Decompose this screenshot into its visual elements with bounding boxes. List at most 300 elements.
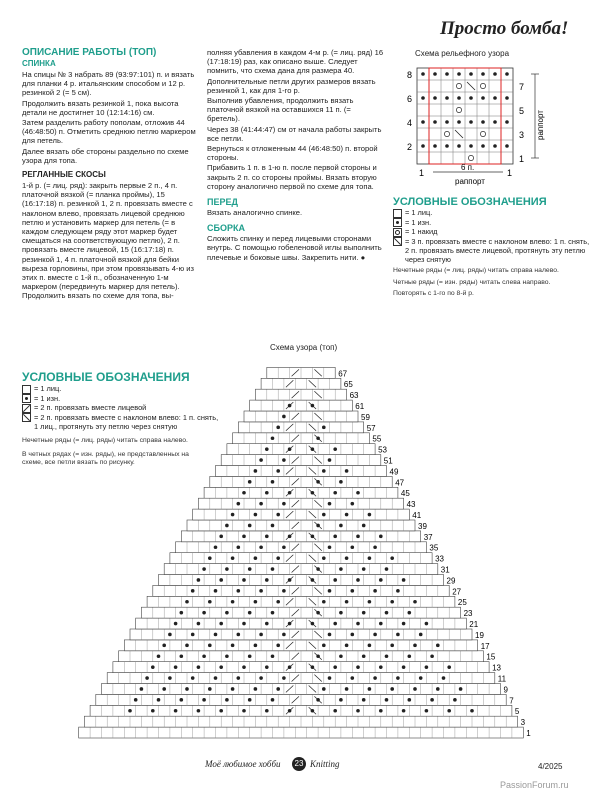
relief-stitch-count: 6 п.: [461, 163, 475, 172]
relief-row-label-7: 7: [519, 82, 525, 92]
chart-purl-mark: [265, 578, 269, 582]
chart-purl-mark: [345, 513, 349, 517]
knit-icon: [22, 385, 31, 394]
relief-note-1: Нечетные ряды (= лиц. ряды) читать справа налево.: [393, 267, 559, 275]
knit-icon: [393, 209, 402, 218]
chart-row: [124, 640, 477, 651]
chart-row: [261, 378, 341, 389]
relief-purl-mark: [445, 120, 449, 124]
chart-purl-mark: [157, 654, 161, 658]
chart-purl-mark: [333, 447, 337, 451]
chart-purl-mark: [237, 502, 241, 506]
chart-purl-mark: [248, 480, 252, 484]
legend-yarn-over: = 1 накид: [393, 227, 593, 237]
chart-purl-mark: [351, 633, 355, 637]
chart-purl-mark: [447, 709, 451, 713]
relief-purl-mark: [481, 120, 485, 124]
chart-purl-mark: [385, 611, 389, 615]
chart-purl-mark: [447, 665, 451, 669]
chart-purl-mark: [328, 676, 332, 680]
purl-icon: [393, 218, 402, 227]
chart-purl-mark: [379, 622, 383, 626]
chart-purl-mark: [254, 556, 258, 560]
front-text: Вязать аналогично спинке.: [207, 208, 303, 218]
chart-purl-mark: [271, 480, 275, 484]
chart-row: [102, 684, 501, 695]
chart-row-number: 5: [514, 707, 520, 717]
chart-purl-mark: [259, 458, 263, 462]
sk2p-icon: [393, 237, 402, 246]
chart-purl-mark: [197, 709, 201, 713]
chart-purl-mark: [339, 611, 343, 615]
chart-purl-mark: [430, 698, 434, 702]
chart-purl-mark: [254, 687, 258, 691]
chart-purl-mark: [322, 426, 326, 430]
chart-purl-mark: [385, 654, 389, 658]
chart-purl-mark: [362, 567, 366, 571]
chart-row-number: 49: [389, 467, 399, 477]
chart-purl-mark: [390, 644, 394, 648]
chart-purl-mark: [174, 709, 178, 713]
chart-purl-mark: [191, 676, 195, 680]
chart-purl-mark: [276, 556, 280, 560]
chart-purl-mark: [390, 556, 394, 560]
chart-purl-mark: [379, 535, 383, 539]
watermark: PassionForum.ru: [500, 780, 569, 790]
chart-purl-mark: [259, 502, 263, 506]
relief-purl-mark: [421, 144, 425, 148]
relief-purl-mark: [421, 96, 425, 100]
top-legend-title: УСЛОВНЫЕ ОБОЗНАЧЕНИЯ: [22, 370, 190, 384]
chart-purl-mark: [276, 426, 280, 430]
relief-purl-mark: [421, 120, 425, 124]
relief-purl-mark: [481, 72, 485, 76]
middle-paragraph-1: полняя убавления в каждом 4-м р. (= лиц. ряд) 16 (17:18:19) раз, как описано выше. Следует помнить, что схема дана для размера 40.: [207, 48, 384, 76]
legend-top-purl: = 1 изн.: [22, 394, 222, 404]
relief-purl-mark: [469, 120, 473, 124]
chart-purl-mark: [162, 644, 166, 648]
relief-purl-mark: [457, 96, 461, 100]
chart-purl-mark: [430, 654, 434, 658]
chart-row-number: 41: [412, 511, 422, 520]
chart-purl-mark: [242, 535, 246, 539]
back-heading: СПИНКА: [22, 59, 56, 68]
chart-row-number: 45: [400, 489, 410, 499]
chart-purl-mark: [282, 458, 286, 462]
top-note-2: В четных рядах (= изн. ряды), не представленных на схеме, все петли вязать по рисунку.: [22, 450, 189, 467]
footer: [0, 757, 597, 777]
chart-purl-mark: [214, 633, 218, 637]
chart-purl-mark: [333, 578, 337, 582]
relief-purl-mark: [481, 144, 485, 148]
relief-purl-mark: [469, 72, 473, 76]
chart-purl-mark: [271, 698, 275, 702]
chart-purl-mark: [259, 676, 263, 680]
page-title: Просто бомба!: [440, 18, 569, 39]
chart-purl-mark: [322, 600, 326, 604]
relief-purl-mark: [493, 72, 497, 76]
relief-bottom-start: 1: [419, 168, 425, 178]
chart-purl-mark: [202, 567, 206, 571]
chart-purl-mark: [259, 633, 263, 637]
chart-purl-mark: [333, 491, 337, 495]
chart-purl-mark: [254, 469, 258, 473]
chart-purl-mark: [419, 676, 423, 680]
footer-page-number: 23: [292, 757, 306, 771]
chart-row-number: 3: [520, 718, 526, 728]
chart-purl-mark: [368, 644, 372, 648]
chart-purl-mark: [202, 654, 206, 658]
chart-purl-mark: [197, 665, 201, 669]
raglan-paragraph: 1-й р. (= лиц. ряд): закрыть первые 2 п., 4 п. платочной вязкой (= планка проймы), 15 (16:17:18) п. резинкой 1, 2 п. провязать вместе с наклоном влево, провязать лицевой среднюю петлю и установить маркер для петель (= в каждом следующем ряду этот маркер будет смещаться на соответствующую петлю), 2 п. провязать вместе лицевой, 15 (16:17:18) п. резинкой 1, 4 п. платочной вязкой для бейки выреза горловины, при этом провязывать 4-ю из этих п. вместе с 1-й п., обозначенную 1-м маркером (передвинуть маркер для петель). Продолжить вязать по схеме для топа, вы-: [22, 181, 194, 301]
chart-purl-mark: [396, 589, 400, 593]
chart-purl-mark: [373, 676, 377, 680]
relief-purl-mark: [469, 144, 473, 148]
chart-purl-mark: [276, 469, 280, 473]
relief-purl-mark: [493, 96, 497, 100]
chart-row-number: 43: [406, 500, 416, 510]
chart-purl-mark: [413, 644, 417, 648]
chart-purl-mark: [208, 600, 212, 604]
chart-purl-mark: [248, 567, 252, 571]
relief-row-label-3: 3: [519, 130, 525, 140]
chart-purl-mark: [373, 589, 377, 593]
chart-row-number: 47: [395, 478, 405, 488]
chart-purl-mark: [408, 611, 412, 615]
chart-purl-mark: [373, 633, 377, 637]
chart-purl-mark: [197, 578, 201, 582]
chart-purl-mark: [265, 665, 269, 669]
chart-purl-mark: [362, 611, 366, 615]
chart-purl-mark: [145, 676, 149, 680]
chart-purl-mark: [408, 698, 412, 702]
chart-purl-mark: [276, 513, 280, 517]
relief-purl-mark: [421, 72, 425, 76]
chart-purl-mark: [248, 698, 252, 702]
middle-paragraph-5: Вернуться к отложенным 44 (46:48:50) п. второй стороны.: [207, 144, 378, 163]
chart-purl-mark: [242, 622, 246, 626]
chart-row-number: 51: [383, 456, 393, 466]
chart-row-number: 65: [343, 380, 353, 390]
chart-purl-mark: [191, 589, 195, 593]
relief-purl-mark: [433, 120, 437, 124]
chart-purl-mark: [356, 665, 360, 669]
legend-purl: = 1 изн.: [393, 218, 593, 228]
relief-purl-mark: [445, 144, 449, 148]
chart-purl-mark: [225, 654, 229, 658]
chart-purl-mark: [231, 513, 235, 517]
chart-purl-mark: [356, 535, 360, 539]
chart-purl-mark: [333, 535, 337, 539]
relief-purl-mark: [433, 72, 437, 76]
chart-row-number: 37: [423, 532, 433, 542]
assembly-text: Сложить спинку и перед лицевыми сторонами внутрь. С помощью гобеленовой иглы выполнить плечевые и боковые швы. Закрепить нити. ●: [207, 234, 382, 262]
chart-purl-mark: [254, 600, 258, 604]
relief-bottom-end: 1: [507, 168, 513, 178]
relief-note-3: Повторять с 1-го по 8-й р.: [393, 290, 474, 298]
chart-purl-mark: [168, 633, 172, 637]
chart-purl-mark: [185, 600, 189, 604]
footer-magazine: Моё любимое хобби: [205, 759, 281, 769]
k2tog-icon: [22, 404, 31, 413]
chart-row-number: 59: [361, 412, 370, 422]
description-title: ОПИСАНИЕ РАБОТЫ (ТОП): [22, 47, 157, 58]
chart-purl-mark: [322, 687, 326, 691]
chart-purl-mark: [180, 654, 184, 658]
chart-purl-mark: [368, 687, 372, 691]
relief-purl-mark: [469, 96, 473, 100]
back-paragraph-2: Продолжить вязать резинкой 1, пока высота детали не достигнет 10 (12:14:16) см.: [22, 98, 179, 117]
chart-purl-mark: [322, 556, 326, 560]
chart-purl-mark: [402, 665, 406, 669]
relief-note-2: Четные ряды (= изн. ряды) читать слева направо.: [393, 278, 551, 286]
chart-purl-mark: [385, 567, 389, 571]
chart-purl-mark: [157, 698, 161, 702]
relief-row-label-5: 5: [519, 106, 525, 116]
chart-row-number: 35: [429, 543, 439, 553]
chart-purl-mark: [436, 644, 440, 648]
chart-row-number: 53: [378, 445, 388, 455]
relief-chart: [395, 60, 590, 190]
chart-purl-mark: [271, 611, 275, 615]
chart-row-number: 31: [440, 565, 450, 575]
legend-knit: = 1 лиц.: [393, 208, 593, 218]
chart-row: [159, 575, 444, 586]
chart-purl-mark: [356, 491, 360, 495]
chart-purl-mark: [345, 469, 349, 473]
chart-purl-mark: [151, 709, 155, 713]
chart-purl-mark: [191, 633, 195, 637]
chart-purl-mark: [254, 644, 258, 648]
chart-purl-mark: [356, 622, 360, 626]
chart-purl-mark: [271, 524, 275, 528]
middle-paragraph-6: Прибавить 1 п. в 1-ю п. после первой стороны и закрыть 2 п. со стороны проймы. Вязать вторую сторону аналогично первой по схеме для топа.: [207, 163, 377, 191]
chart-purl-mark: [356, 578, 360, 582]
chart-purl-mark: [362, 654, 366, 658]
chart-purl-mark: [271, 436, 275, 440]
purl-icon: [22, 394, 31, 403]
chart-purl-mark: [134, 698, 138, 702]
chart-row-number: 27: [452, 587, 462, 597]
chart-purl-mark: [248, 524, 252, 528]
chart-row: [136, 618, 467, 629]
chart-purl-mark: [174, 622, 178, 626]
chart-row-number: 61: [355, 402, 365, 411]
chart-purl-mark: [351, 589, 355, 593]
middle-paragraph-2: Дополнительные петли других размеров вязать резинкой 1, как для 1-го р.: [207, 76, 376, 95]
chart-row-number: 7: [509, 696, 514, 706]
chart-purl-mark: [202, 611, 206, 615]
chart-purl-mark: [231, 687, 235, 691]
top-chart: [70, 360, 560, 745]
chart-purl-mark: [282, 502, 286, 506]
legend-top-ssk: = 2 п. провязать вместе с наклоном влево: 1 п. снять, 1 лиц., протянуть эту петлю через снятую: [22, 413, 222, 432]
chart-purl-mark: [339, 698, 343, 702]
raglan-heading: РЕГЛАННЫЕ СКОСЫ: [22, 170, 106, 180]
relief-legend-title: УСЛОВНЫЕ ОБОЗНАЧЕНИЯ: [393, 196, 547, 208]
top-note-1: Нечетные ряды (= лиц. ряды) читать справа налево.: [22, 437, 188, 445]
chart-purl-mark: [402, 709, 406, 713]
chart-purl-mark: [390, 600, 394, 604]
relief-purl-mark: [445, 72, 449, 76]
chart-purl-mark: [282, 633, 286, 637]
chart-purl-mark: [271, 654, 275, 658]
relief-side-repeat-label: раппорт: [536, 110, 545, 140]
chart-purl-mark: [322, 469, 326, 473]
chart-purl-mark: [219, 578, 223, 582]
chart-row: [113, 662, 489, 673]
chart-purl-mark: [396, 633, 400, 637]
relief-purl-mark: [505, 120, 509, 124]
chart-purl-mark: [328, 633, 332, 637]
back-paragraph-1: На спицы № 3 набрать 89 (93:97:101) п. и вязать для планки 4 р. итальянским способом и 12 р. резинкой 2 (= 5 см).: [22, 70, 195, 98]
chart-purl-mark: [259, 545, 263, 549]
front-heading: ПЕРЕД: [207, 197, 238, 208]
chart-purl-mark: [185, 687, 189, 691]
chart-row: [147, 596, 455, 607]
relief-purl-mark: [505, 144, 509, 148]
relief-row-label-6: 6: [407, 94, 413, 104]
chart-purl-mark: [265, 491, 269, 495]
chart-row: [181, 531, 420, 542]
chart-row: [238, 422, 363, 433]
chart-purl-mark: [128, 709, 132, 713]
relief-purl-mark: [493, 120, 497, 124]
top-chart-title: Схема узора (топ): [270, 343, 338, 352]
relief-row-label-1: 1: [519, 154, 525, 164]
chart-row-number: 11: [497, 674, 507, 684]
yarn-over-icon: [393, 228, 402, 237]
chart-purl-mark: [322, 644, 326, 648]
chart-purl-mark: [237, 545, 241, 549]
chart-purl-mark: [265, 622, 269, 626]
chart-row: [216, 466, 387, 477]
chart-purl-mark: [333, 709, 337, 713]
chart-purl-mark: [368, 556, 372, 560]
relief-purl-mark: [457, 120, 461, 124]
chart-purl-mark: [459, 687, 463, 691]
chart-purl-mark: [328, 589, 332, 593]
chart-purl-mark: [345, 644, 349, 648]
back-paragraph-4: Далее вязать обе стороны раздельно по схеме узора для топа.: [22, 146, 189, 165]
chart-purl-mark: [151, 665, 155, 669]
chart-purl-mark: [425, 709, 429, 713]
chart-purl-mark: [219, 622, 223, 626]
chart-purl-mark: [225, 698, 229, 702]
relief-purl-mark: [493, 144, 497, 148]
chart-row-number: 23: [463, 609, 473, 619]
chart-purl-mark: [202, 698, 206, 702]
chart-purl-mark: [242, 491, 246, 495]
chart-purl-mark: [219, 665, 223, 669]
chart-row-number: 13: [492, 663, 502, 673]
relief-legend: [393, 196, 593, 299]
end-mark-icon: ●: [360, 252, 366, 262]
chart-purl-mark: [225, 524, 229, 528]
relief-purl-mark: [505, 96, 509, 100]
relief-purl-mark: [505, 72, 509, 76]
chart-purl-mark: [231, 556, 235, 560]
chart-row-number: 21: [469, 620, 479, 629]
legend-top-knit: = 1 лиц.: [22, 384, 222, 394]
chart-purl-mark: [168, 676, 172, 680]
relief-purl-mark: [445, 96, 449, 100]
chart-row: [79, 727, 524, 738]
chart-purl-mark: [214, 545, 218, 549]
chart-purl-mark: [271, 567, 275, 571]
chart-purl-mark: [208, 556, 212, 560]
chart-purl-mark: [328, 545, 332, 549]
chart-purl-mark: [362, 698, 366, 702]
footer-issue: 4/2025: [538, 762, 563, 771]
assembly-heading: СБОРКА: [207, 223, 245, 234]
chart-row-number: 15: [486, 652, 496, 662]
chart-row-number: 1: [526, 729, 531, 738]
chart-purl-mark: [345, 556, 349, 560]
chart-row-number: 63: [349, 391, 359, 401]
chart-row-number: 25: [457, 598, 467, 608]
chart-purl-mark: [242, 578, 246, 582]
chart-purl-mark: [282, 589, 286, 593]
chart-row: [204, 487, 398, 498]
chart-purl-mark: [162, 687, 166, 691]
chart-purl-mark: [180, 698, 184, 702]
description-column: [22, 48, 200, 302]
chart-purl-mark: [328, 458, 332, 462]
chart-purl-mark: [345, 687, 349, 691]
chart-purl-mark: [185, 644, 189, 648]
chart-row-number: 57: [366, 423, 376, 433]
relief-row-label-4: 4: [407, 118, 413, 128]
chart-purl-mark: [385, 698, 389, 702]
chart-purl-mark: [282, 545, 286, 549]
chart-purl-mark: [282, 415, 286, 419]
chart-purl-mark: [214, 589, 218, 593]
chart-purl-mark: [208, 644, 212, 648]
chart-row: [227, 444, 375, 455]
chart-purl-mark: [396, 676, 400, 680]
legend-top-k2tog: = 2 п. провязать вместе лицевой: [22, 403, 222, 413]
chart-purl-mark: [333, 622, 337, 626]
chart-purl-mark: [339, 524, 343, 528]
chart-purl-mark: [259, 589, 263, 593]
ssk-icon: [22, 413, 31, 422]
chart-purl-mark: [351, 545, 355, 549]
legend-sk2p: = 3 п. провязать вместе с наклоном влево: 1 п. снять, 2 п. провязать вместе лицевой, протянуть эту петлю через снятую: [393, 237, 593, 265]
chart-purl-mark: [425, 622, 429, 626]
chart-purl-mark: [328, 502, 332, 506]
chart-purl-mark: [140, 687, 144, 691]
chart-purl-mark: [333, 665, 337, 669]
chart-purl-mark: [351, 676, 355, 680]
chart-purl-mark: [368, 600, 372, 604]
chart-purl-mark: [379, 578, 383, 582]
chart-purl-mark: [453, 698, 457, 702]
relief-purl-mark: [481, 96, 485, 100]
chart-row-number: 55: [372, 434, 382, 444]
chart-purl-mark: [425, 665, 429, 669]
chart-purl-mark: [265, 535, 269, 539]
chart-row-number: 9: [503, 685, 508, 695]
chart-purl-mark: [237, 633, 241, 637]
chart-purl-mark: [402, 622, 406, 626]
chart-purl-mark: [442, 676, 446, 680]
continuation-column: [207, 48, 385, 263]
chart-row-number: 33: [435, 554, 445, 564]
chart-purl-mark: [419, 633, 423, 637]
chart-purl-mark: [248, 611, 252, 615]
chart-purl-mark: [339, 480, 343, 484]
